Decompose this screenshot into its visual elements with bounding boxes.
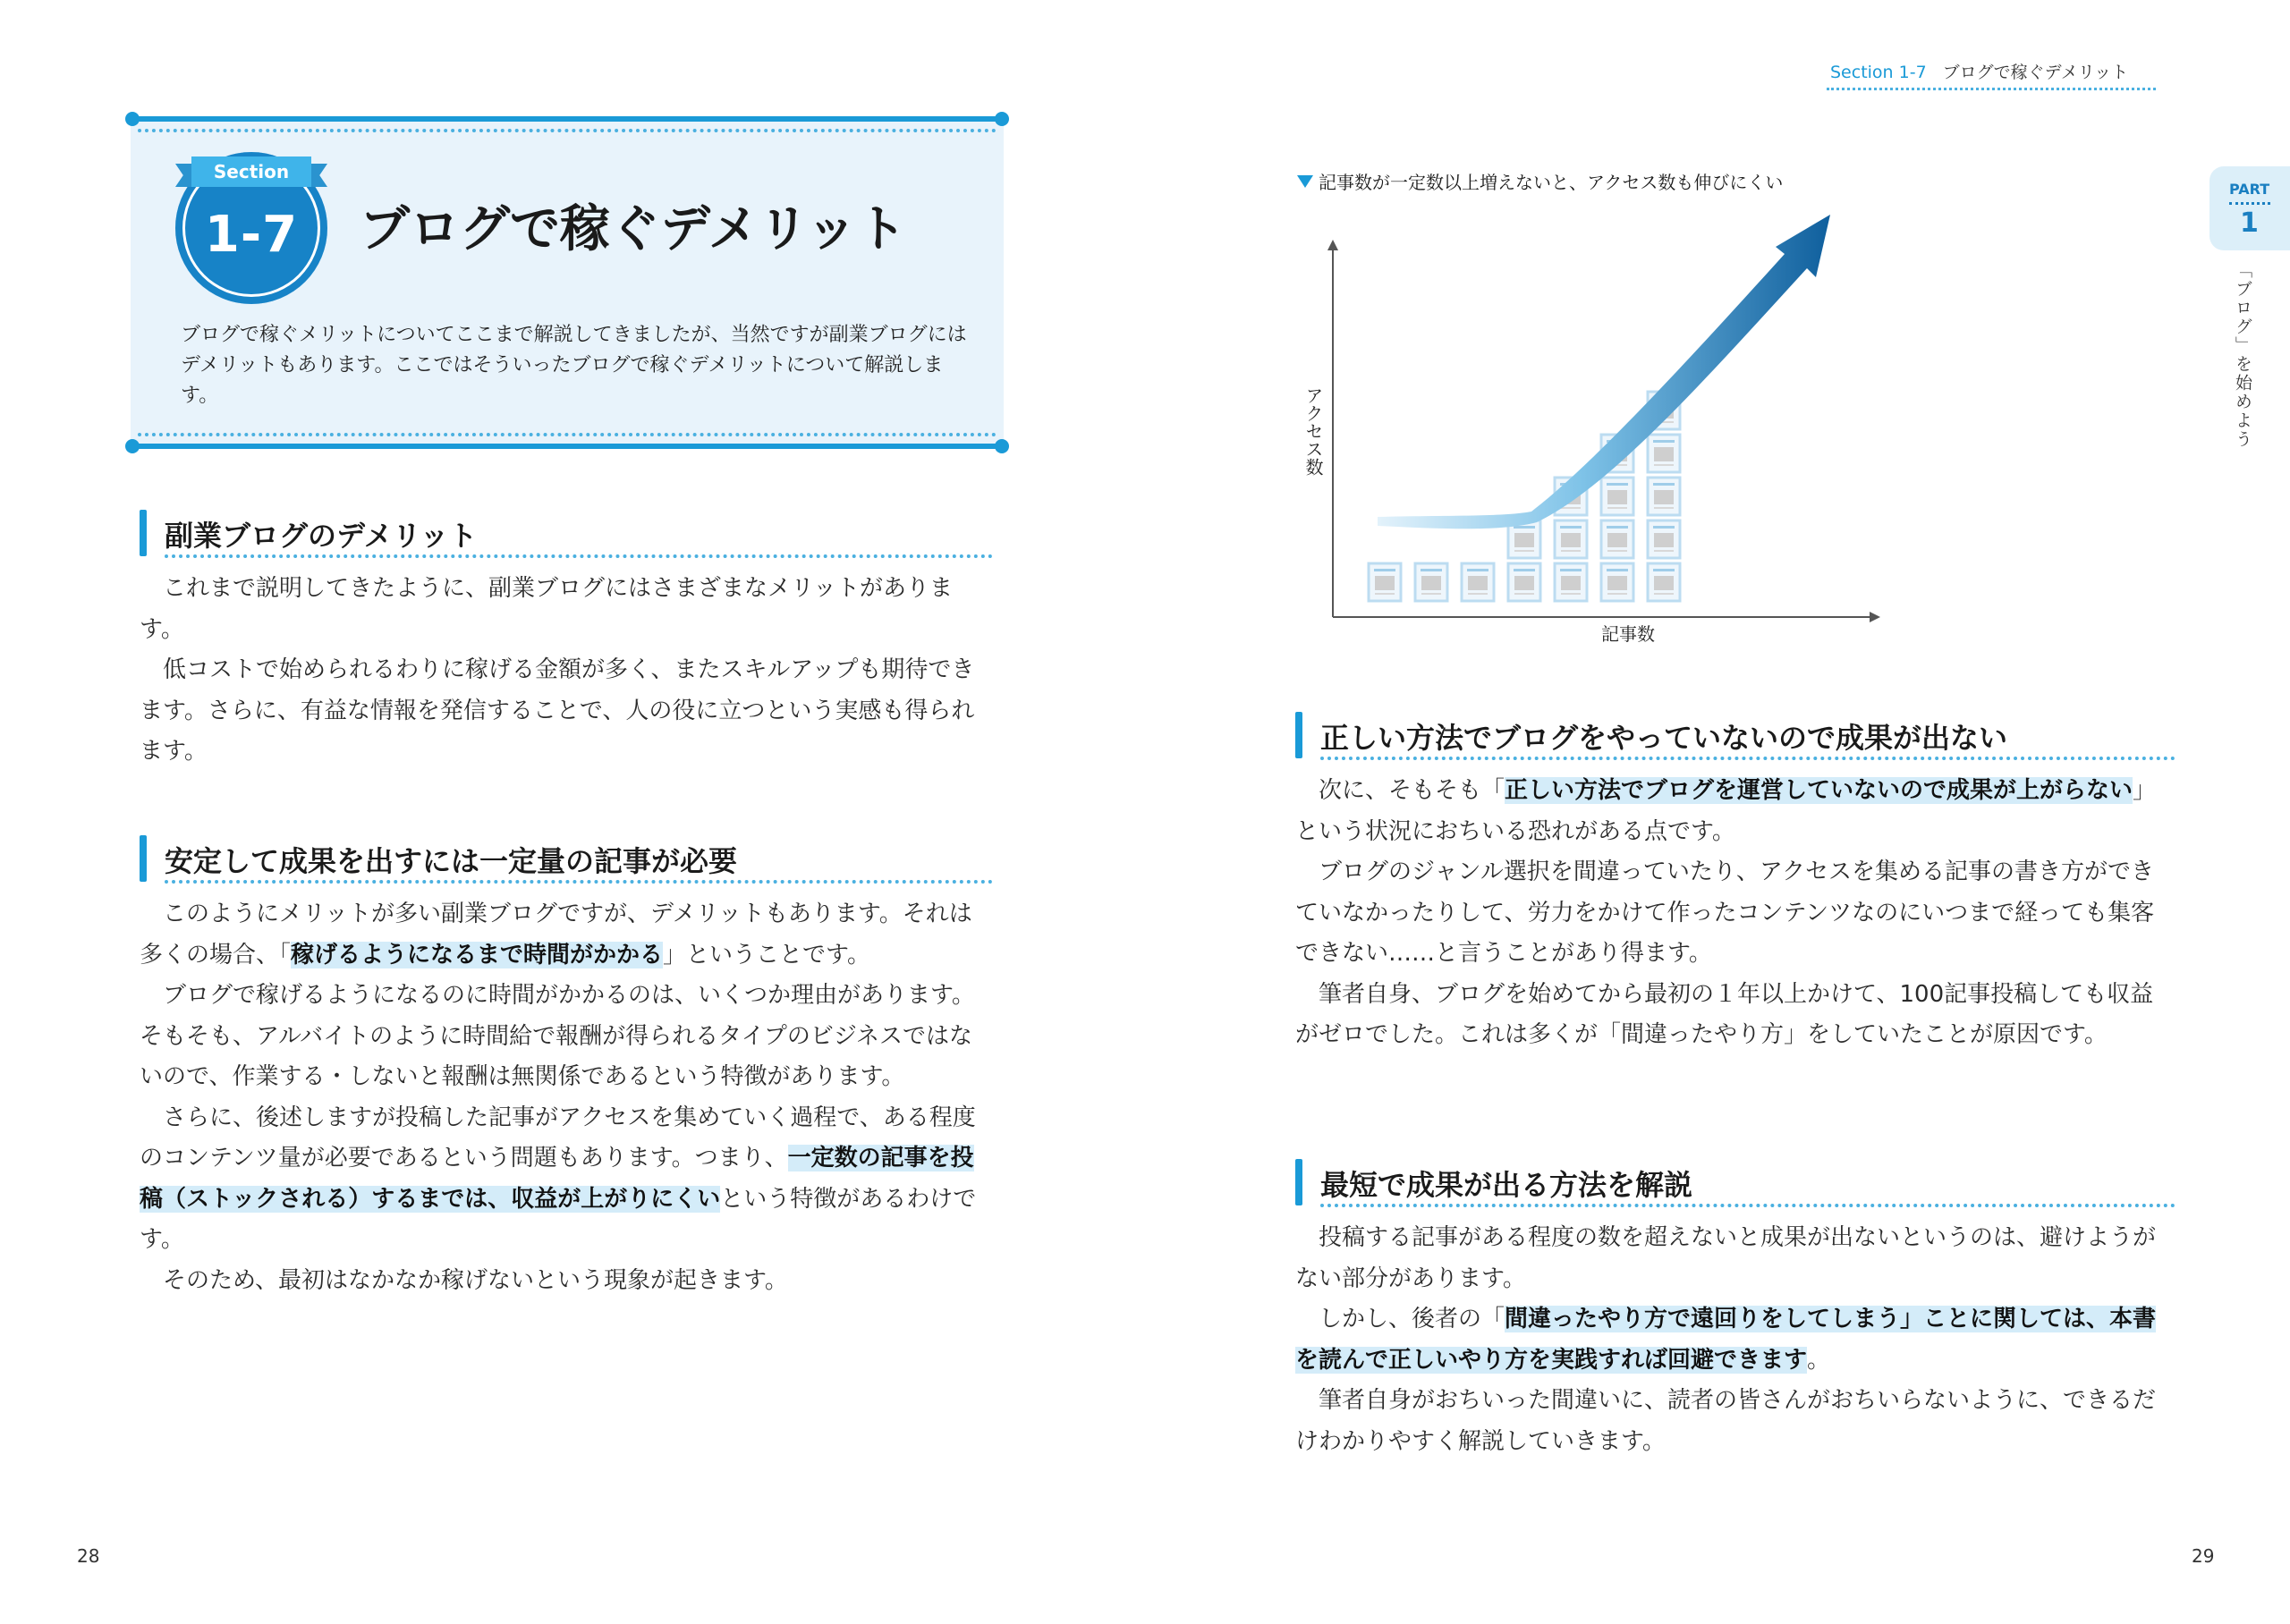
header-dotted-line xyxy=(138,129,997,132)
article-icon xyxy=(1555,563,1587,601)
section-number: 1-7 xyxy=(204,206,299,264)
article-icon xyxy=(1462,563,1494,601)
section-ribbon xyxy=(175,156,327,187)
emphasis-text: 正しい方法でブログを運営していないので成果が上がらない xyxy=(1505,777,2133,804)
body-need-articles xyxy=(140,894,995,1301)
header-dot xyxy=(125,439,140,453)
body-text: ブログで稼げるようになるのに時間がかかるのは、いくつか理由があります。そもそも、アルバイトのように時間給で報酬が得られるタイプのビジネスではないので、作業する・しないと報酬は無関係であるという特徴があります。 xyxy=(140,982,975,1090)
heading-underline xyxy=(165,880,993,884)
article-icon xyxy=(1601,520,1633,558)
x-axis-arrowhead xyxy=(1870,612,1880,622)
part-tab-divider xyxy=(2229,202,2270,205)
paragraph xyxy=(1295,771,2159,852)
paragraph xyxy=(140,650,995,773)
paragraph xyxy=(140,1098,995,1261)
body-text: しかし、後者の「 xyxy=(1319,1306,1505,1332)
header-dot xyxy=(995,112,1009,126)
heading-underline xyxy=(1320,1204,2176,1207)
body-text: 投稿する記事がある程度の数を超えないと成果が出ないというのは、避けようがない部分があります。 xyxy=(1295,1224,2157,1292)
body-text: 低コストで始められるわりに稼げる金額が多く、またスキルアップも期待できます。さらに、有益な情報を発信することで、人の役に立つという実感も得られます。 xyxy=(140,656,975,765)
article-icon xyxy=(1415,563,1447,601)
page-number-left: 28 xyxy=(77,1545,100,1567)
heading-bar xyxy=(1295,712,1302,758)
part-label: PART xyxy=(2229,181,2270,198)
body-text: 」という状況におちいる恐れがある点です。 xyxy=(1295,777,2157,845)
body-text: 。 xyxy=(1807,1346,1831,1374)
paragraph xyxy=(140,1261,995,1302)
header-top-line xyxy=(131,116,1004,122)
header-bottom-line xyxy=(131,444,1004,449)
heading-bar xyxy=(140,835,147,882)
heading-bar xyxy=(1295,1159,1302,1205)
header-dot xyxy=(125,112,140,126)
body-text: 次に、そもそも「 xyxy=(1319,777,1505,804)
heading-text: 最短で成果が出る方法を解説 xyxy=(1320,1168,1693,1202)
body-text: そのため、最初はなかなか稼げないという現象が起きます。 xyxy=(163,1266,788,1294)
running-header-title: ブログで稼ぐデメリット xyxy=(1942,63,2129,82)
body-text: 筆者自身がおちいった間違いに、読者の皆さんがおちいらないように、できるだけわかりやすく解説していきます。 xyxy=(1295,1387,2157,1455)
paragraph xyxy=(1295,975,2159,1056)
article-access-chart xyxy=(1288,197,1896,662)
paragraph xyxy=(140,976,995,1098)
article-icon xyxy=(1648,520,1680,558)
body-text: これまで説明してきたように、副業ブログにはさまざまなメリットがあります。 xyxy=(140,575,953,643)
paragraph xyxy=(140,894,995,976)
paragraph xyxy=(1295,1381,2159,1462)
x-axis-label: 記事数 xyxy=(1601,623,1655,645)
chart-caption xyxy=(1297,168,1783,194)
body-shortest-way xyxy=(1295,1218,2159,1462)
article-icon xyxy=(1369,563,1401,601)
paragraph xyxy=(1295,1218,2159,1299)
caption-triangle-icon xyxy=(1297,175,1313,188)
body-text: 筆者自身、ブログを始めてから最初の１年以上かけて、100記事投稿しても収益がゼロでした。これは多くが「間違ったやり方」をしていたことが原因です。 xyxy=(1295,980,2154,1048)
paragraph xyxy=(1295,852,2159,975)
emphasis-text: 一定数の記事を投稿（ストックされる）するまでは、収益が上がりにくい xyxy=(140,1145,974,1213)
section-title: ブログで稼ぐデメリット xyxy=(360,200,907,258)
article-icon xyxy=(1648,563,1680,601)
page-number-right: 29 xyxy=(2192,1545,2215,1567)
body-text: このようにメリットが多い副業ブログですが、デメリットもあります。それは多くの場合、「 xyxy=(140,901,972,968)
running-header-underline xyxy=(1827,88,2156,90)
heading-text: 安定して成果を出すには一定量の記事が必要 xyxy=(165,844,738,878)
body-text: という特徴があるわけです。 xyxy=(140,1185,977,1253)
section-intro: ブログで稼ぐメリットについてここまで解説してきましたが、当然ですが副業ブログにはデメリットもあります。ここではそういったブログで稼ぐデメリットについて解説します。 xyxy=(181,324,967,407)
paragraph xyxy=(140,569,995,650)
section-header-box xyxy=(131,116,1004,449)
body-text: さらに、後述しますが投稿した記事がアクセスを集めていく過程で、ある程度のコンテンツ量が必要であるという問題もあります。つまり、 xyxy=(140,1104,976,1171)
heading-text: 副業ブログのデメリット xyxy=(165,519,478,553)
part-number: 1 xyxy=(2240,207,2259,239)
y-axis-label: アクセス数 xyxy=(1302,386,1324,476)
body-wrong-method xyxy=(1295,771,2159,1056)
header-dotted-line xyxy=(138,433,997,436)
heading-bar xyxy=(140,510,147,556)
body-side-job-demerit xyxy=(140,569,995,773)
article-icon xyxy=(1601,563,1633,601)
article-icon xyxy=(1508,563,1540,601)
y-axis-arrowhead xyxy=(1327,240,1338,250)
article-icon xyxy=(1601,478,1633,515)
article-icon xyxy=(1648,478,1680,515)
ribbon-label: Section xyxy=(213,161,290,182)
article-icon xyxy=(1648,435,1680,472)
body-text: ブログのジャンル選択を間違っていたり、アクセスを集める記事の書き方ができていなかったりして、労力をかけて作ったコンテンツなのにいつまで経っても集客できない……と言うことがあり得ます。 xyxy=(1295,859,2155,967)
emphasis-text: 間違ったやり方で遠回りをしてしまう」ことに関しては、本書を読んで正しいやり方を実践すれば回避できます xyxy=(1295,1306,2157,1374)
running-header-section: Section 1-7 xyxy=(1830,63,1927,82)
part-vertical-title: 「ブログ」を始めよう xyxy=(2233,261,2252,449)
chart-title: 記事数が一定数以上増えないと、アクセス数も伸びにくい xyxy=(1319,172,1784,193)
part-tab xyxy=(2209,166,2290,250)
heading-underline xyxy=(1320,757,2176,760)
body-text: 」ということです。 xyxy=(663,941,870,968)
running-header xyxy=(1830,59,2128,83)
article-icon xyxy=(1555,520,1587,558)
paragraph xyxy=(1295,1299,2159,1381)
heading-text: 正しい方法でブログをやっていないので成果が出ない xyxy=(1320,721,2008,755)
emphasis-text: 稼げるようになるまで時間がかかる xyxy=(291,941,664,968)
header-dot xyxy=(995,439,1009,453)
heading-underline xyxy=(165,554,993,558)
